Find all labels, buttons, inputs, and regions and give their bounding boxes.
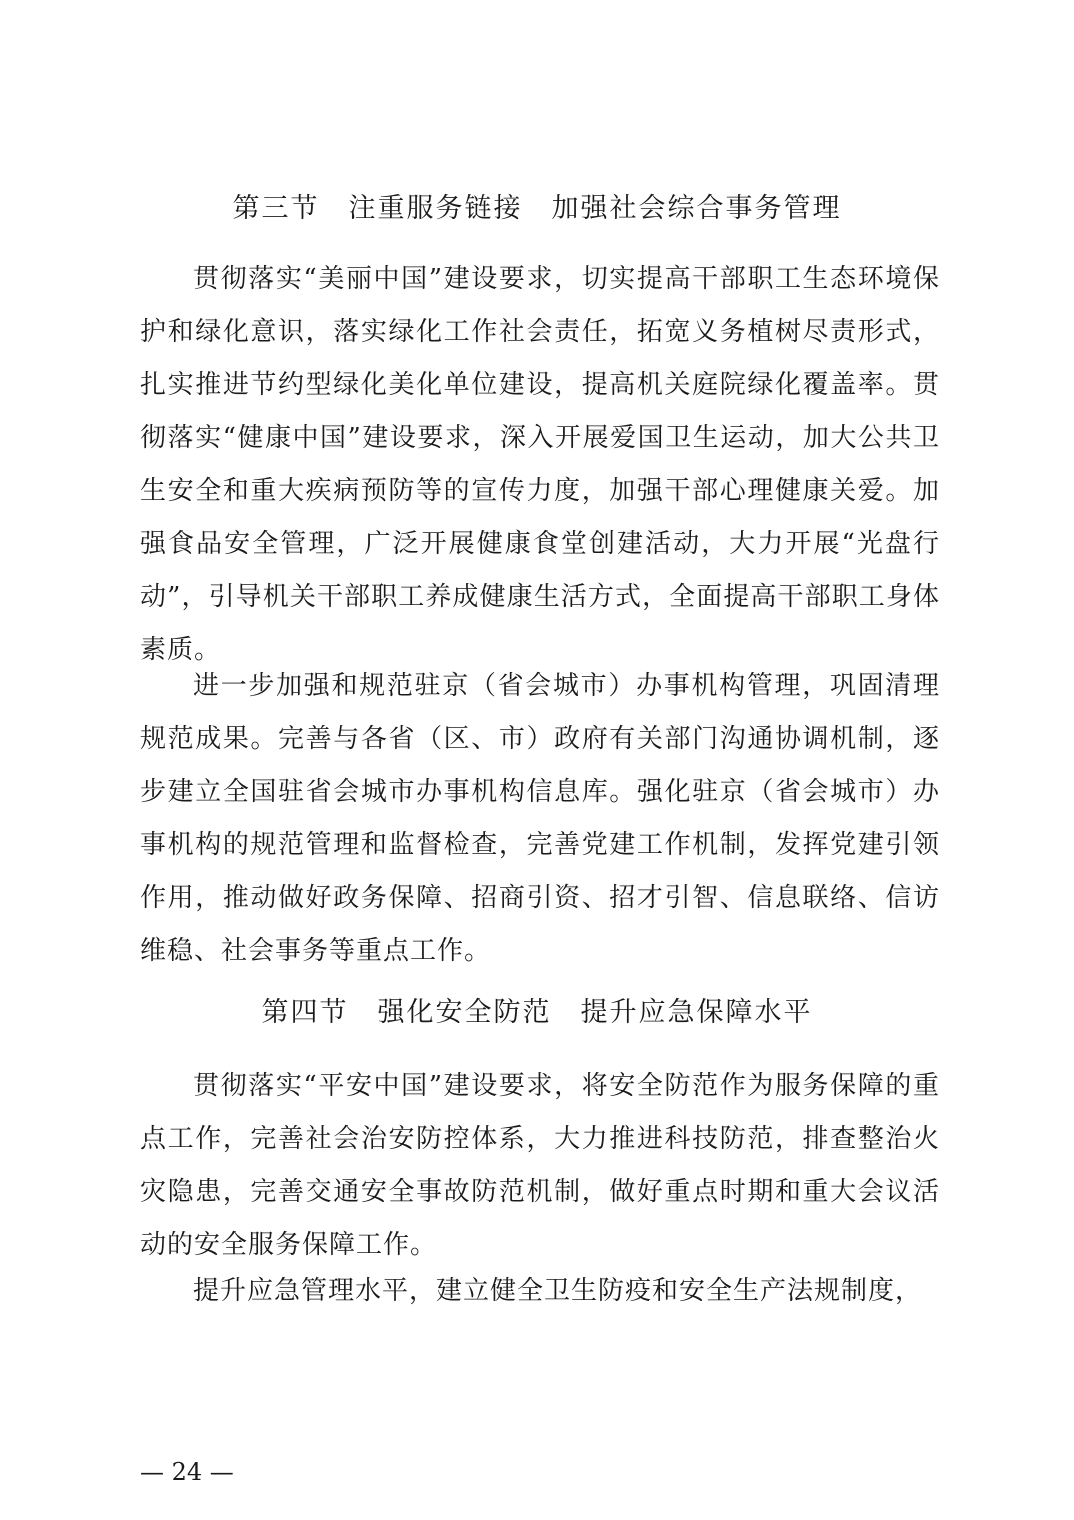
section-4-paragraph-2: 提升应急管理水平，建立健全卫生防疫和安全生产法规制度， <box>193 1276 923 1306</box>
section-4-paragraph-1: 贯彻落实“平安中国”建设要求，将安全防范作为服务保障的重点工作，完善社会治安防控体系，大力推进科技防范，排查整治火灾隐患，完善交通安全事故防范机制，做好重点时期和重大会议活动的安全服务保障工作。 <box>140 1071 940 1260</box>
section-3-paragraph-1: 贯彻落实“美丽中国”建设要求，切实提高干部职工生态环境保护和绿化意识，落实绿化工作社会责任，拓宽义务植树尽责形式，扎实推进节约型绿化美化单位建设，提高机关庭院绿化覆盖率。贯彻落实“健康中国”建设要求，深入开展爱国卫生运动，加大公共卫生安全和重大疾病预防等的宣传力度，加强干部心理健康关爱。加强食品安全管理，广泛开展健康食堂创建活动，大力开展“光盘行动”，引导机关干部职工养成健康生活方式，全面提高干部职工身体素质。 <box>140 264 940 665</box>
section-3-heading: 第三节 注重服务链接 加强社会综合事务管理 <box>232 193 842 224</box>
section-4-heading: 第四节 强化安全防范 提升应急保障水平 <box>261 997 813 1028</box>
section-3-paragraph-2: 进一步加强和规范驻京（省会城市）办事机构管理，巩固清理规范成果。完善与各省（区、市）政府有关部门沟通协调机制，逐步建立全国驻省会城市办事机构信息库。强化驻京（省会城市）办事机构的规范管理和监督检查，完善党建工作机制，发挥党建引领作用，推动做好政务保障、招商引资、招才引智、信息联络、信访维稳、社会事务等重点工作。 <box>140 671 940 966</box>
page-number: — 24 — <box>140 1458 234 1486</box>
